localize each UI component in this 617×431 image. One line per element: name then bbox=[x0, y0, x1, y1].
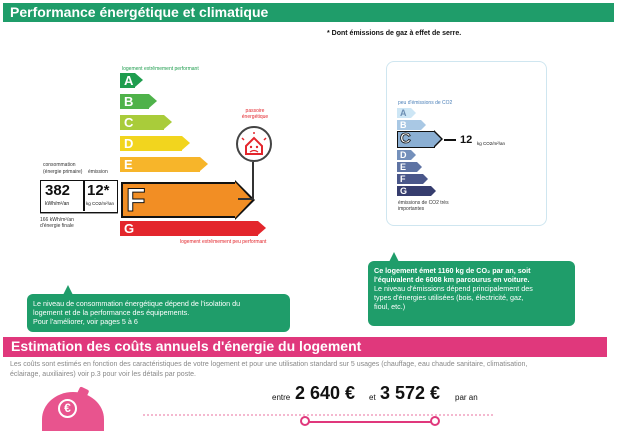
consumption-value: 382 bbox=[45, 182, 71, 199]
energy-bottom-label: logement extrêmement peu performant bbox=[180, 239, 267, 245]
section-title: Estimation des coûts annuels d'énergie du logement bbox=[11, 338, 362, 354]
ghg-grade-c-current: C bbox=[397, 131, 435, 148]
cost-range-bar bbox=[305, 421, 435, 423]
energy-callout: Le niveau de consommation énergétique dépend de l'isolation du logement et de la performance des équipements. Pour l'améliorer, voir pages 5 à 6 bbox=[27, 294, 290, 332]
euro-coin-icon: € bbox=[58, 399, 77, 418]
ghg-unit: kg CO2/m²/an bbox=[477, 141, 506, 146]
consumption-subheader: (énergie primaire) bbox=[43, 169, 83, 175]
costs-description: Les coûts sont estimés en fonction des caractéristiques de votre logement et pour une utilisation standard sur 5 usages (chauffage, eau chaude sanitaire, climatisation, éclairage, auxiliaires) voir p.3 pour voir les détails par poste. bbox=[10, 361, 528, 378]
energy-grade-d: D bbox=[120, 136, 182, 151]
ghg-grade-d: D bbox=[397, 150, 411, 160]
cost-suffix: par an bbox=[455, 393, 478, 402]
emission-unit: kg CO2/m²/an bbox=[86, 201, 115, 206]
ghg-grade-a: A bbox=[397, 108, 411, 118]
section-title: Performance énergétique et climatique bbox=[10, 4, 269, 20]
ghg-bottom-label: émissions de CO2 très importantes bbox=[398, 200, 449, 212]
ghg-footnote: * Dont émissions de gaz à effet de serre. bbox=[327, 30, 462, 37]
energy-grade-c: C bbox=[120, 115, 164, 130]
energy-grade-g: G bbox=[120, 221, 258, 236]
energy-grade-e: E bbox=[120, 157, 200, 172]
passoire-label: passoire énergétique bbox=[241, 108, 269, 120]
ghg-grade-b: B bbox=[397, 120, 421, 130]
emission-header: émission bbox=[88, 169, 108, 175]
cost-low-marker bbox=[300, 416, 310, 426]
emission-value: 12* bbox=[87, 182, 110, 199]
ghg-grade-g: G bbox=[397, 186, 431, 196]
co2-callout: Ce logement émet 1160 kg de CO₂ par an, soit l'équivalent de 6008 km parcourus en voiture. Le niveau d'émissions dépend principalement des types d'énergies utilisées (bois, électricité, gaz, fioul, etc.) bbox=[368, 261, 575, 326]
energy-grade-a: A bbox=[120, 73, 135, 88]
final-energy: 166 kWh/m²/an d'énergie finale bbox=[40, 217, 74, 229]
cost-joiner: et bbox=[369, 393, 376, 402]
cost-low: 2 640 € bbox=[295, 383, 356, 403]
cost-high: 3 572 € bbox=[380, 383, 441, 403]
cost-high-marker bbox=[430, 416, 440, 426]
section-header-performance bbox=[3, 3, 614, 22]
section-header-costs bbox=[3, 337, 607, 357]
ghg-grade-e: E bbox=[397, 162, 417, 172]
energy-grade-f-letter: F bbox=[126, 182, 146, 218]
ghg-top-label: peu d'émissions de CO2 bbox=[398, 100, 453, 106]
consumption-header: consommation bbox=[43, 162, 76, 168]
cost-prefix: entre bbox=[272, 393, 291, 402]
energy-grade-b: B bbox=[120, 94, 149, 109]
consumption-unit: kWh/m²/an bbox=[45, 201, 70, 207]
consumption-box bbox=[40, 180, 118, 213]
ghg-grade-f: F bbox=[397, 174, 423, 184]
cost-scale-dots bbox=[143, 414, 493, 416]
passoire-icon bbox=[236, 126, 272, 162]
ghg-value: 12 bbox=[460, 134, 473, 146]
energy-top-label: logement extrêmement performant bbox=[122, 66, 199, 72]
